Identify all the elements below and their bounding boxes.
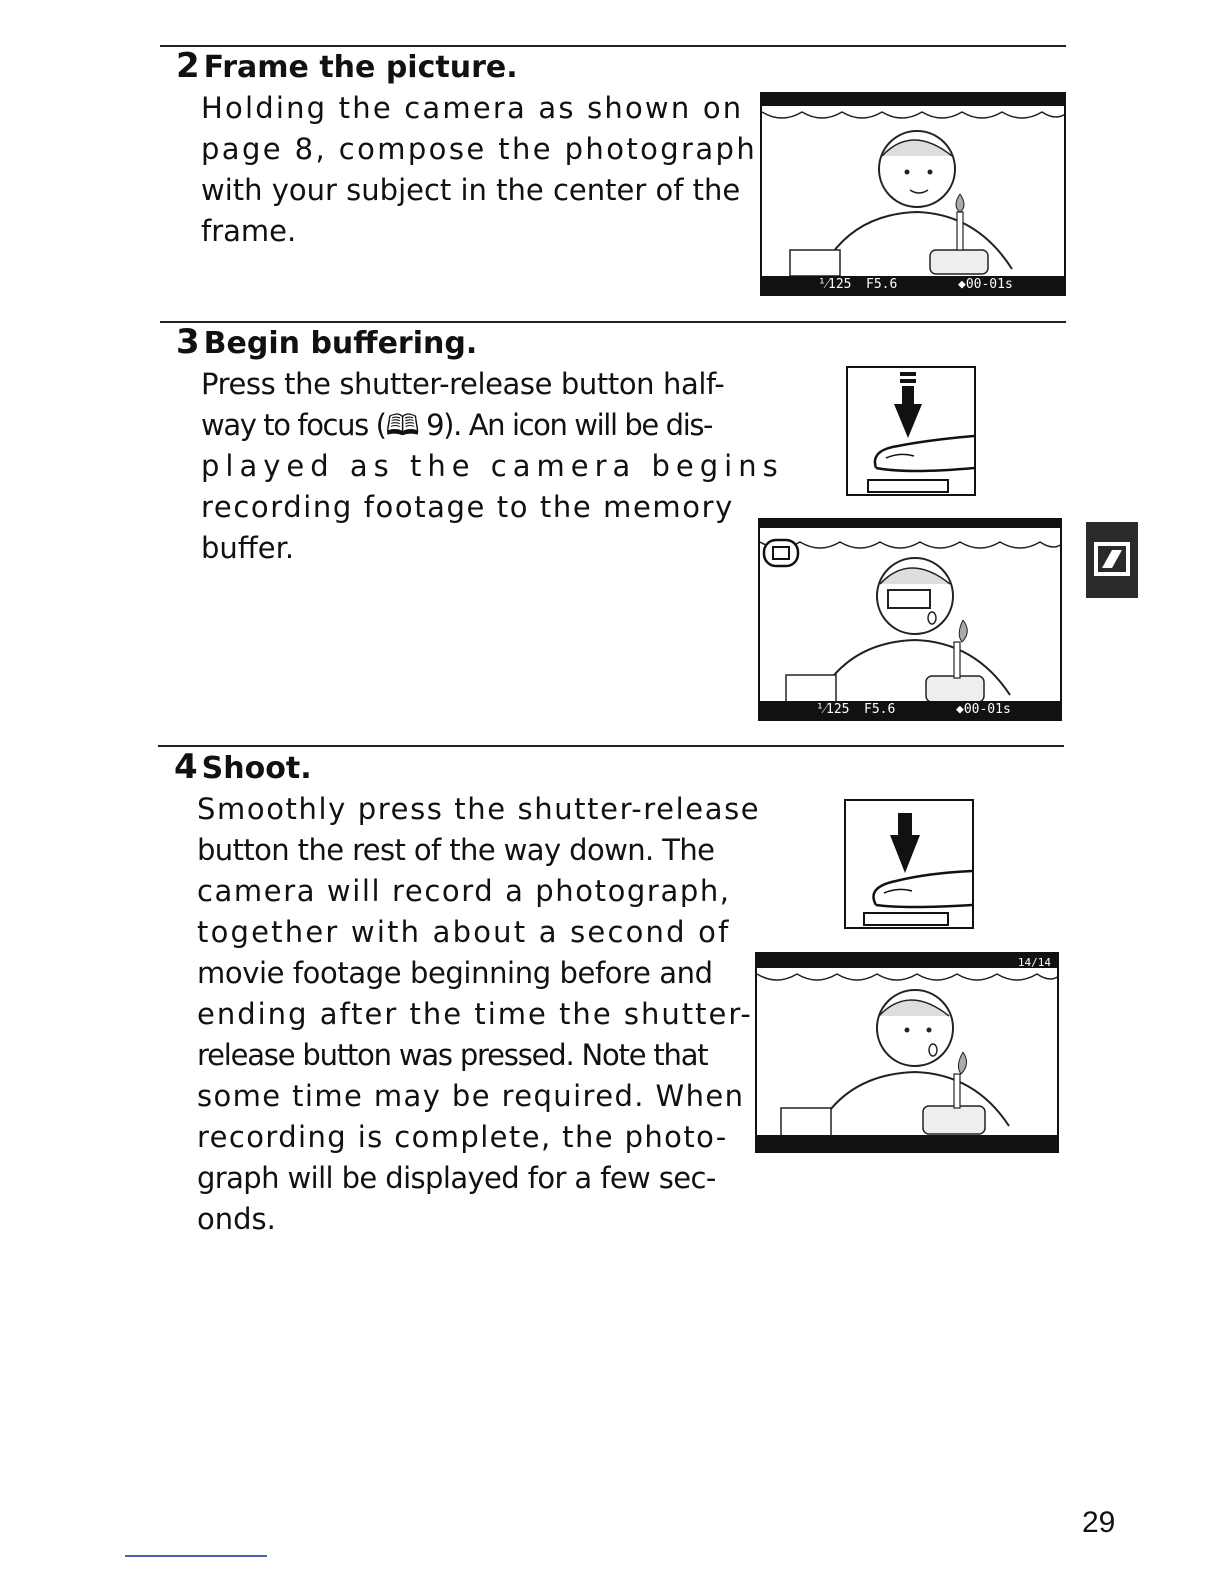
- text-line: recording is complete, the photo-: [197, 1120, 728, 1154]
- text-line: onds.: [197, 1202, 276, 1236]
- step-number: 4: [174, 747, 198, 787]
- step-4-heading: [174, 749, 312, 787]
- text-line: some time may be required. When: [197, 1079, 745, 1113]
- screen-top-bar: [760, 520, 1060, 528]
- frame-count: 14/14: [1017, 956, 1051, 969]
- shutter-speed: ¹⁄125: [816, 702, 850, 717]
- recording-time: ◆00-01s: [956, 702, 1011, 717]
- camera-screen-framing: [760, 92, 1066, 296]
- step-title: Frame the picture.: [203, 50, 518, 85]
- text-line: button the rest of the way down. The: [197, 833, 715, 867]
- camera-screen-buffering: [758, 518, 1062, 721]
- step-4-text: [197, 789, 761, 1240]
- shutter-speed: ¹⁄125: [818, 277, 852, 292]
- birthday-scene-illustration: [757, 954, 1059, 1153]
- screen-status-bar: [760, 701, 1060, 719]
- text-line: played as the camera begins: [201, 449, 784, 483]
- footer-line: [125, 1555, 267, 1557]
- text-line: with your subject in the center of the: [201, 173, 741, 207]
- step-2-heading: [176, 48, 518, 86]
- screen-top-bar: [757, 954, 1057, 968]
- full-press-illustration: [844, 799, 974, 929]
- step-2-text: [201, 88, 758, 252]
- text-line: graph will be displayed for a few sec-: [197, 1161, 716, 1195]
- aperture: F5.6: [866, 277, 898, 292]
- shutter-full-press-icon: [846, 801, 972, 927]
- shutter-half-press-icon: [848, 368, 974, 494]
- step-title: Begin buffering.: [203, 326, 478, 361]
- step-3-text: [201, 364, 784, 569]
- camera-screen-playback: [755, 952, 1059, 1153]
- aperture: F5.6: [864, 702, 896, 717]
- birthday-scene-illustration: [760, 520, 1062, 721]
- text-line: page 8, compose the photograph: [201, 132, 758, 166]
- birthday-scene-illustration: [762, 94, 1066, 296]
- chapter-tab: [1086, 522, 1138, 598]
- page-number: 29: [1082, 1506, 1116, 1539]
- text-line: Press the shutter-release button half-: [201, 367, 725, 401]
- recording-time: ◆00-01s: [958, 277, 1013, 292]
- text-line: movie footage beginning before and: [197, 956, 713, 990]
- text-line: release button was pressed. Note that: [197, 1038, 708, 1072]
- text-line: Holding the camera as shown on: [201, 91, 744, 125]
- half-press-illustration: [846, 366, 976, 496]
- text-line: frame.: [201, 214, 297, 248]
- section-rule-3: [160, 321, 1066, 323]
- screen-top-bar: [762, 94, 1064, 106]
- text-line: buffer.: [201, 531, 295, 565]
- smart-photo-mode-icon: [1086, 522, 1138, 598]
- step-number: 2: [176, 46, 200, 86]
- text-line: recording footage to the memory: [201, 490, 734, 524]
- step-title: Shoot.: [201, 751, 312, 786]
- step-number: 3: [176, 322, 200, 362]
- screen-status-bar: [762, 276, 1064, 294]
- text-line: camera will record a photograph,: [197, 874, 731, 908]
- text-line: way to focus (🕮 9). An icon will be dis-: [201, 408, 713, 442]
- section-rule-4: [158, 745, 1064, 747]
- step-3-heading: [176, 324, 477, 362]
- screen-status-bar: [757, 1135, 1057, 1151]
- text-line: Smoothly press the shutter-release: [197, 792, 761, 826]
- text-line: ending after the time the shutter-: [197, 997, 753, 1031]
- text-line: together with about a second of: [197, 915, 731, 949]
- section-rule-2: [160, 45, 1066, 47]
